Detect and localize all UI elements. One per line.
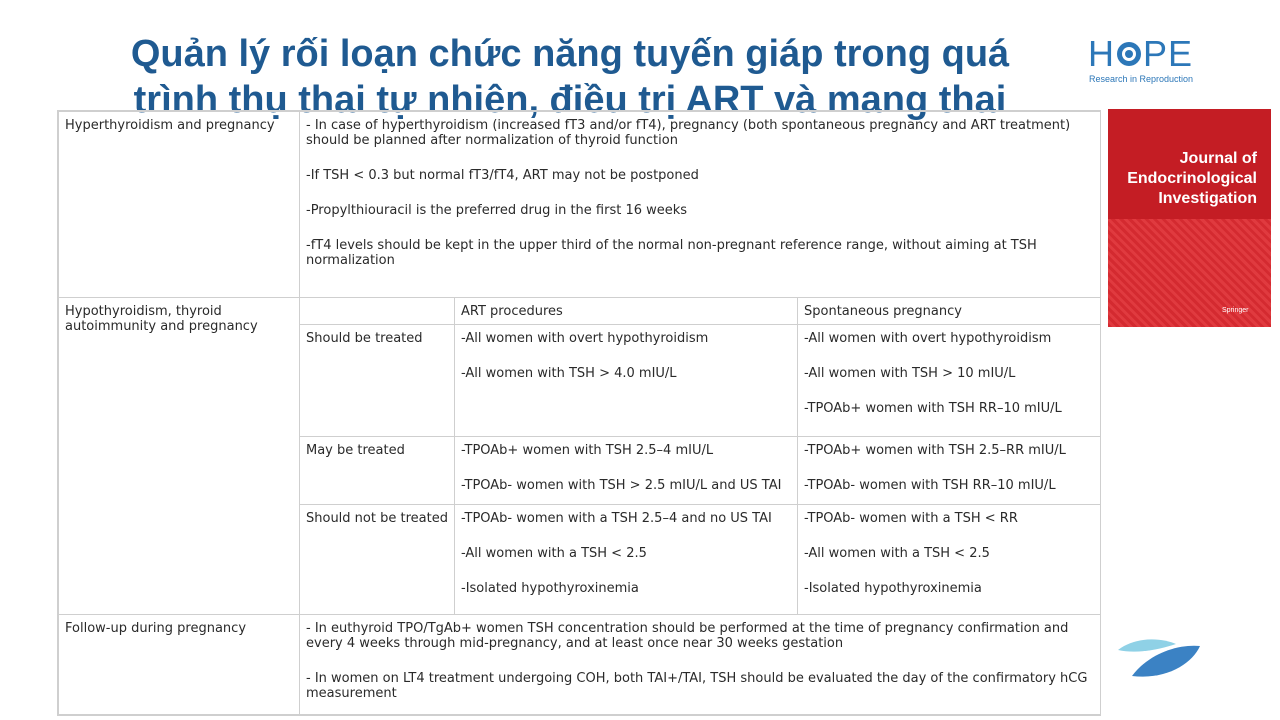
spontaneous-cell — [798, 325, 1101, 437]
hyperthyroidism-point: - In case of hyperthyroidism (increased fT3 and/or fT4), pregnancy (both spontaneous pregnancy and ART treatment) should be planned after normalization of thyroid function — [306, 118, 1071, 148]
hyperthyroidism-cell — [300, 112, 1101, 298]
column-header-spontaneous: Spontaneous pregnancy — [798, 298, 1101, 325]
table-row — [59, 112, 1101, 298]
art-cell — [455, 437, 798, 505]
spontaneous-point: -TPOAb- women with a TSH < RR — [804, 511, 1018, 526]
art-point: -TPOAb+ women with TSH 2.5–4 mIU/L — [461, 443, 714, 458]
journal-cover-title-line: Journal of — [1179, 150, 1257, 167]
sub-row-label: Should not be treated — [300, 505, 455, 615]
hyperthyroidism-point: -fT4 levels should be kept in the upper third of the normal non-pregnant reference range, without aiming at TSH normalization — [306, 238, 1037, 268]
hope-logo — [1088, 33, 1208, 84]
followup-cell — [300, 615, 1101, 715]
spontaneous-cell — [798, 437, 1101, 505]
followup-point: - In euthyroid TPO/TgAb+ women TSH concentration should be performed at the time of pregnancy confirmation and every 4 weeks through mid-pregnancy, and at least once near 30 weeks gestation — [306, 621, 1069, 651]
art-point: -TPOAb- women with a TSH 2.5–4 and no US TAI — [461, 511, 772, 526]
guidelines-table — [58, 111, 1101, 715]
slide-title-line-1: Quản lý rối loạn chức năng tuyến giáp trong quá — [130, 33, 1010, 76]
spontaneous-cell — [798, 505, 1101, 615]
spontaneous-point: -TPOAb+ women with TSH 2.5–RR mIU/L — [804, 443, 1066, 458]
sub-row-label: May be treated — [300, 437, 455, 505]
hope-logo-letter-h: H — [1088, 33, 1115, 74]
journal-cover — [1108, 109, 1271, 327]
hope-logo-tagline: Research in Reproduction — [1089, 74, 1194, 84]
row-label-hypothyroidism: Hypothyroidism, thyroid autoimmunity and pregnancy — [59, 298, 300, 615]
spontaneous-point: -All women with overt hypothyroidism — [804, 331, 1052, 346]
thyroid-management-table — [57, 110, 1101, 716]
art-cell — [455, 325, 798, 437]
spontaneous-point: -TPOAb+ women with TSH RR–10 mIU/L — [804, 401, 1062, 416]
art-point: -All women with a TSH < 2.5 — [461, 546, 647, 561]
spontaneous-point: -Isolated hypothyroxinemia — [804, 581, 982, 596]
spontaneous-point: -All women with TSH > 10 mIU/L — [804, 366, 1016, 381]
table-row — [59, 615, 1101, 715]
art-cell — [455, 505, 798, 615]
journal-cover-title — [1117, 149, 1257, 209]
art-point: -All women with TSH > 4.0 mIU/L — [461, 366, 677, 381]
hyperthyroidism-point: -If TSH < 0.3 but normal fT3/fT4, ART may not be postponed — [306, 168, 699, 183]
spontaneous-point: -All women with a TSH < 2.5 — [804, 546, 990, 561]
column-header-art: ART procedures — [455, 298, 798, 325]
journal-cover-title-line: Investigation — [1158, 190, 1257, 207]
followup-point: - In women on LT4 treatment undergoing COH, both TAI+/TAI, TSH should be evaluated the day of the confirmatory hCG measurement — [306, 671, 1088, 701]
row-label-followup: Follow-up during pregnancy — [59, 615, 300, 715]
hyperthyroidism-point: -Propylthiouracil is the preferred drug in the first 16 weeks — [306, 203, 688, 218]
column-header-empty — [300, 298, 455, 325]
art-point: -TPOAb- women with TSH > 2.5 mIU/L and US TAI — [461, 478, 782, 493]
journal-cover-title-line: Endocrinological — [1127, 170, 1257, 187]
art-point: -Isolated hypothyroxinemia — [461, 581, 639, 596]
leaf-icon — [1114, 634, 1204, 680]
table-row — [59, 298, 1101, 325]
journal-cover-publisher: Springer — [1222, 307, 1249, 314]
hope-logo-wordmark — [1088, 33, 1208, 74]
eye-icon — [1116, 41, 1142, 67]
art-point: -All women with overt hypothyroidism — [461, 331, 709, 346]
sub-row-label: Should be treated — [300, 325, 455, 437]
row-label-hyperthyroidism: Hyperthyroidism and pregnancy — [59, 112, 300, 298]
spontaneous-point: -TPOAb- women with TSH RR–10 mIU/L — [804, 478, 1056, 493]
hope-logo-letters-pe: PE — [1143, 33, 1194, 74]
slide-title-line-2: trình thụ thai tự nhiên, điều trị ART và mang thai — [133, 79, 1007, 122]
